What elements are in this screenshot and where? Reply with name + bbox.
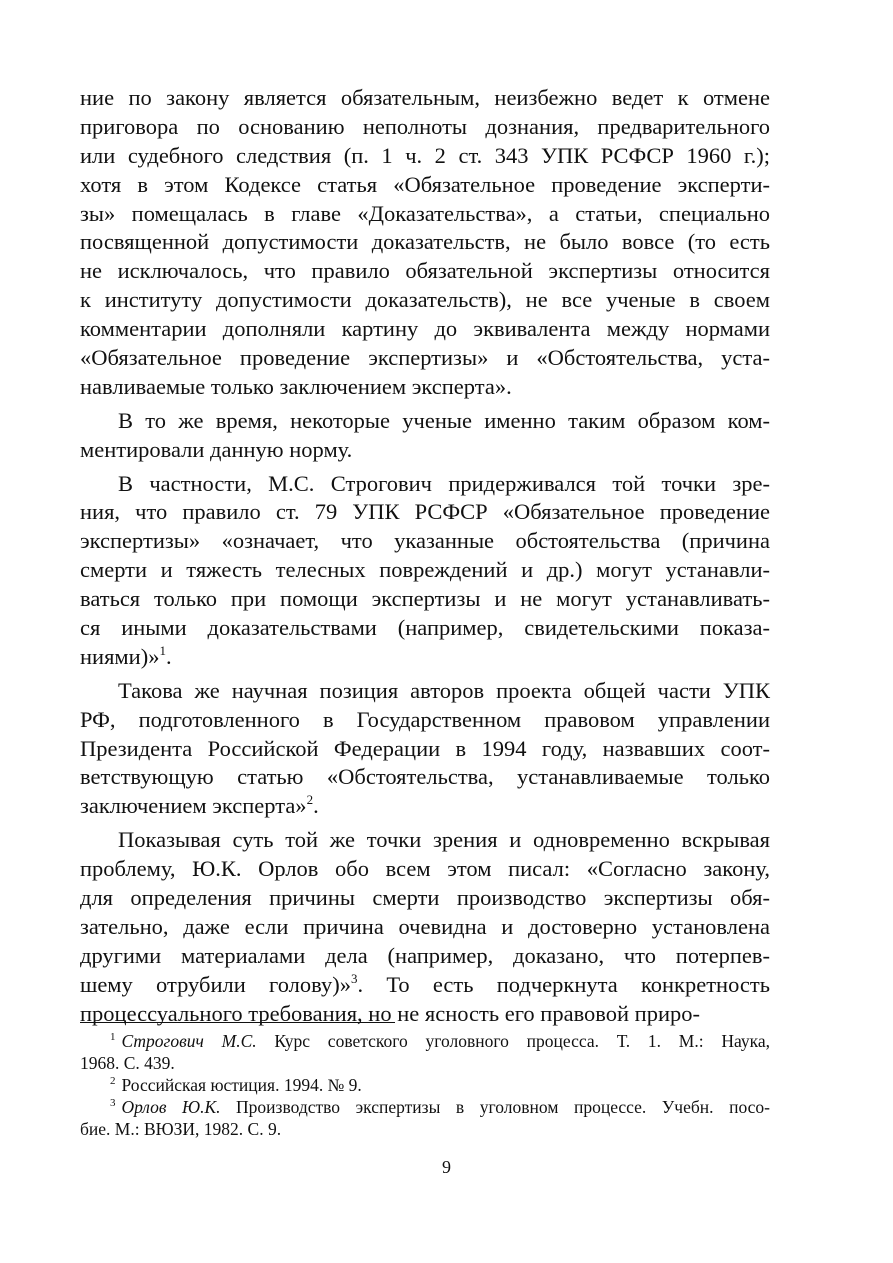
text-line	[80, 585, 770, 614]
footnote-line	[80, 1052, 770, 1074]
text-line-content: ниями)»	[80, 643, 160, 669]
text-line-content: «Обязательное проведение экспертизы» и «Обстоятельства, уста-	[80, 345, 770, 371]
main-text	[80, 84, 770, 1029]
text-line	[80, 913, 770, 942]
text-line-content: заключением эксперта»	[80, 793, 307, 819]
footnote-author: Строгович М.С.	[121, 1031, 257, 1051]
text-line	[80, 257, 770, 286]
text-line	[80, 614, 770, 643]
text-line-content: процессуального требования, но не ясность его правовой приро-	[80, 1000, 701, 1026]
text-line-content: навливаемые только заключением эксперта».	[80, 373, 512, 399]
text-line-content: ся иными доказательствами (например, свидетельскими показа-	[80, 615, 770, 641]
footnote-1	[80, 1030, 770, 1074]
text-line	[80, 884, 770, 913]
text-line-content: приговора по основанию неполноты дознания, предварительного	[80, 113, 770, 139]
footnote-line	[80, 1030, 770, 1052]
text-line-content: Показывая суть той же точки зрения и одновременно вскрывая	[118, 827, 770, 853]
text-line	[80, 971, 770, 1000]
paragraph	[80, 407, 770, 465]
text-line-content: шему отрубили голову)»	[80, 971, 351, 997]
text-line-content: . То есть подчеркнута конкретность	[357, 971, 770, 997]
text-line	[80, 1000, 770, 1029]
paragraph	[80, 470, 770, 672]
footnote-divider	[80, 1022, 395, 1023]
text-line-content: РФ, подготовленного в Государственном правовом управлении	[80, 706, 770, 732]
footnote-3	[80, 1096, 770, 1140]
footnote-number: 1	[110, 1031, 116, 1043]
text-line	[80, 286, 770, 315]
paragraph	[80, 826, 770, 1028]
text-line	[80, 344, 770, 373]
text-line	[80, 84, 770, 113]
text-line	[80, 826, 770, 855]
footnote-text: бие. М.: ВЮЗИ, 1982. С. 9.	[80, 1119, 282, 1139]
text-line-content: Президента Российской Федерации в 1994 году, назвавших соот-	[80, 735, 770, 761]
text-line-content: или судебного следствия (п. 1 ч. 2 ст. 343 УПК РСФСР 1960 г.);	[80, 142, 770, 168]
footnotes	[80, 1030, 770, 1140]
text-line	[80, 228, 770, 257]
text-line-content: Такова же научная позиция авторов проекта общей части УПК	[118, 677, 770, 703]
text-line-content: для определения причины смерти производство экспертизы обя-	[80, 885, 770, 911]
paragraph	[80, 84, 770, 402]
text-line-content: ваться только при помощи экспертизы и не могут устанавливать-	[80, 586, 770, 612]
text-line-content: ние по закону является обязательным, неизбежно ведет к отмене	[80, 85, 770, 110]
page-number: 9	[442, 1157, 451, 1177]
paragraph	[80, 677, 770, 821]
footnote-ref: 1	[159, 642, 166, 658]
text-line-content: другими материалами дела (например, доказано, что потерпев-	[80, 942, 770, 968]
text-line	[80, 706, 770, 735]
text-line-content: комментарии дополняли картину до эквивалента между нормами	[80, 316, 770, 342]
text-line-content: проблему, Ю.К. Орлов обо всем этом писал: «Согласно закону,	[80, 856, 770, 882]
text-line	[80, 200, 770, 229]
text-line	[80, 527, 770, 556]
footnote-ref: 3	[350, 970, 358, 986]
footnote-text: 1968. С. 439.	[80, 1053, 175, 1073]
text-line	[80, 677, 770, 706]
text-line-content: В то же время, некоторые ученые именно таким образом ком-	[118, 407, 770, 433]
text-line-content: хотя в этом Кодексе статья «Обязательное проведение эксперти-	[80, 171, 770, 197]
text-line	[80, 315, 770, 344]
text-line	[80, 556, 770, 585]
text-line-content: ментировали данную норму.	[80, 436, 353, 462]
text-line-content: ветствующую статью «Обстоятельства, устанавливаемые только	[80, 764, 770, 790]
text-line-content: ния, что правило ст. 79 УПК РСФСР «Обязательное проведение	[80, 499, 770, 525]
text-line	[80, 855, 770, 884]
text-line-content: .	[165, 643, 172, 669]
text-line	[80, 171, 770, 200]
text-line-content: экспертизы» «означает, что указанные обстоятельства (причина	[80, 528, 770, 554]
text-line	[80, 407, 770, 436]
footnote-number: 2	[110, 1075, 116, 1087]
text-line	[80, 373, 770, 402]
text-line-content: .	[313, 793, 319, 819]
text-line	[80, 643, 770, 672]
text-line	[80, 792, 770, 821]
text-line-content: не исключалось, что правило обязательной экспертизы относится	[80, 258, 770, 284]
text-line	[80, 498, 770, 527]
text-line-content: смерти и тяжесть телесных повреждений и др.) могут устанавли-	[80, 557, 770, 583]
text-line	[80, 142, 770, 171]
text-line	[80, 735, 770, 764]
footnote-line	[80, 1074, 770, 1096]
text-line	[80, 113, 770, 142]
text-line-content: зы» помещалась в главе «Доказательства», а статьи, специально	[80, 200, 770, 226]
footnote-number: 3	[110, 1097, 116, 1109]
footnote-text: Производство экспертизы в уголовном процессе. Учебн. посо-	[220, 1097, 770, 1117]
footnote-2	[80, 1074, 770, 1096]
footnote-line	[80, 1096, 770, 1118]
footnote-author: Орлов Ю.К.	[121, 1097, 221, 1117]
footnote-text: Российская юстиция. 1994. № 9.	[121, 1075, 362, 1095]
footnote-line	[80, 1118, 770, 1140]
text-line	[80, 942, 770, 971]
text-line-content: зательно, даже если причина очевидна и достоверно установлена	[80, 913, 770, 939]
text-line-content: к институту допустимости доказательств), не все ученые в своем	[80, 287, 770, 313]
text-line	[80, 470, 770, 499]
footnote-text: Курс советского уголовного процесса. Т. 1. М.: Наука,	[256, 1031, 770, 1051]
text-line	[80, 763, 770, 792]
footnote-ref: 2	[306, 792, 314, 808]
text-line-content: посвященной допустимости доказательств, не было вовсе (то есть	[80, 229, 770, 255]
text-line	[80, 436, 770, 465]
text-line-content: В частности, М.С. Строгович придерживался той точки зре-	[118, 470, 770, 496]
